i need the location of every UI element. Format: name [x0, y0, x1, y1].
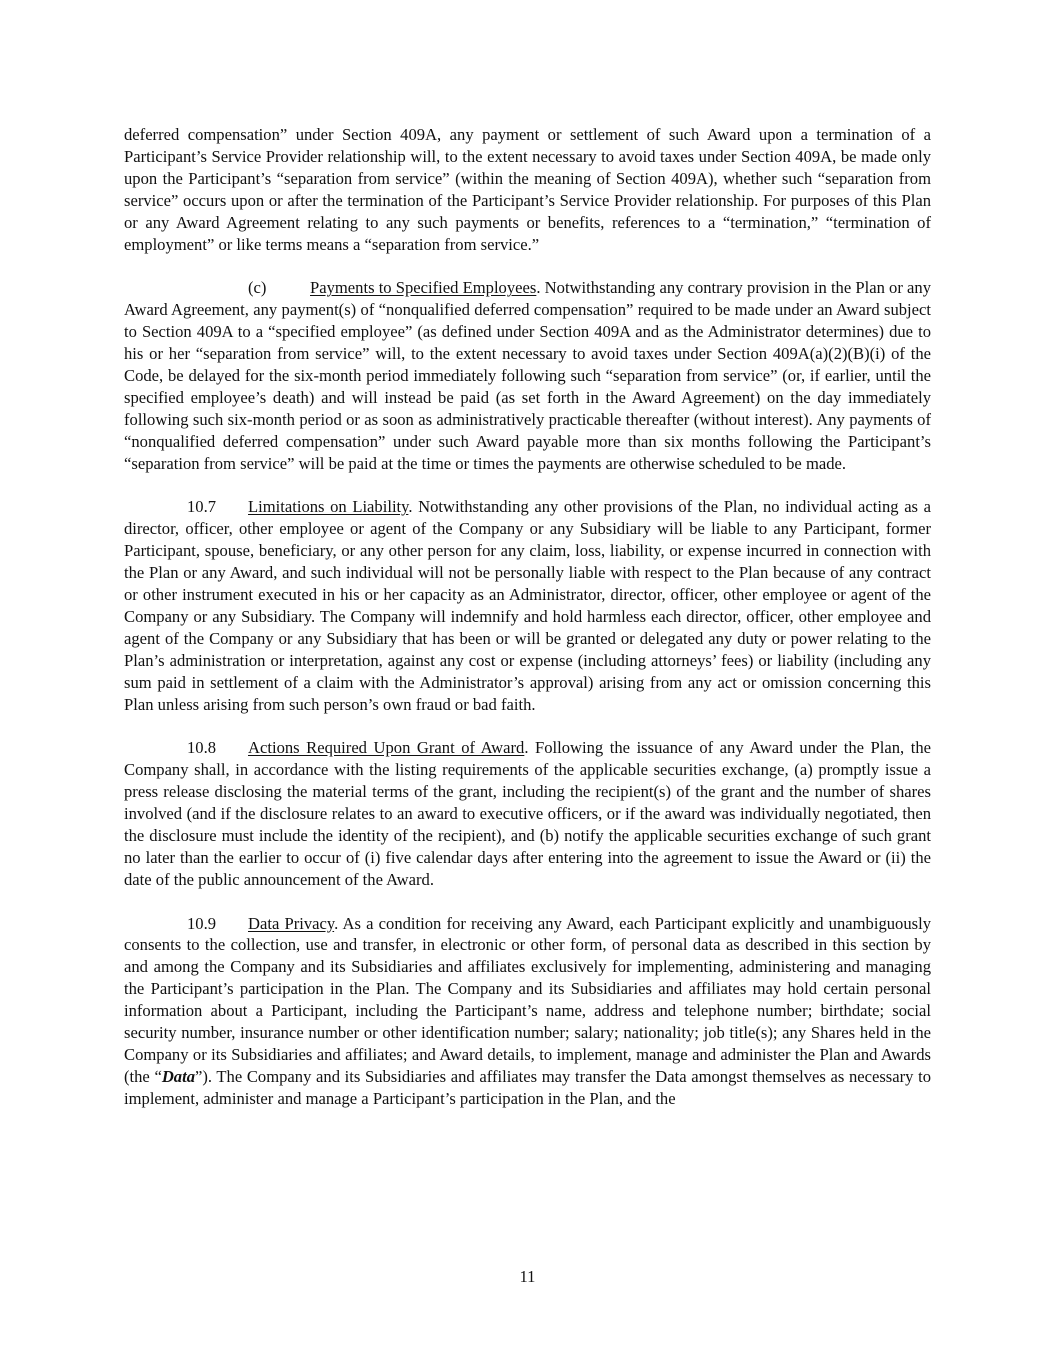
section-10-9-paragraph [124, 913, 931, 1110]
document-page [124, 124, 931, 1132]
section-10-7-body: . Notwithstanding any other provisions of the Plan, no individual acting as a director, officer, other employee or agent of the Company or any Subsidiary will be liable to any Participant, former Participant, spouse, beneficiary, or any other person for any claim, loss, liability, or expense incurred in connection with the Plan or any Award, and such individual will not be personally liable with respect to the Plan because of any contract or other instrument executed in his or her capacity as an Administrator, director, officer, other employee or agent of the Company or any Subsidiary. The Company will indemnify and hold harmless each director, officer, other employee and agent of the Company or any Subsidiary that has been or will be granted or delegated any duty or power relating to the Plan’s administration or interpretation, against any cost or expense (including attorneys’ fees) or liability (including any sum paid in settlement of a claim with the Administrator’s approval) arising from any act or omission concerning this Plan unless arising from such person’s own fraud or bad faith. [124, 497, 931, 714]
section-10-7-paragraph [124, 496, 931, 715]
page-number: 11 [519, 1267, 536, 1286]
section-c-heading: Payments to Specified Employees [310, 278, 537, 298]
section-10-8-paragraph [124, 737, 931, 890]
defined-term-data: Data [161, 1066, 196, 1086]
carryover-paragraph-text: deferred compensation” under Section 409A, any payment or settlement of such Award upon a termination of a Participant’s Service Provider relationship will, to the extent necessary to avoid taxes under Section 409A, be made only upon the Participant’s “separation from service” (within the meaning of Section 409A), whether such “separation from service” occurs upon or after the termination of the Participant’s Service Provider relationship. For purposes of this Plan or any Award Agreement relating to any such payments or benefits, references to a “termination,” “termination of employment” or like terms means a “separation from service.” [124, 125, 931, 254]
section-10-7-number: 10.7 [187, 497, 217, 517]
section-10-9-body-part1: . As a condition for receiving any Award, each Participant explicitly and unambiguously consents to the collection, use and transfer, in electronic or other form, of personal data as described in this section by and among the Company and its Subsidiaries and affiliates exclusively for implementing, administering and managing the Participant’s participation in the Plan. The Company and its Subsidiaries and affiliates may hold certain personal information about a Participant, including the Participant’s name, address and telephone number; birthdate; social security number, insurance number or other identification number; salary; nationality; job title(s); any Shares held in the Company or its Subsidiaries and affiliates; and Award details, to implement, manage and administer the Plan and Awards (the “ [124, 913, 931, 1086]
section-c-paragraph [124, 277, 931, 474]
section-10-9-body-part2: ”). The Company and its Subsidiaries and affiliates may transfer the Data amongst themselves as necessary to implement, administer and manage a Participant’s participation in the Plan, and the [124, 1066, 932, 1108]
section-10-7-heading: Limitations on Liability [248, 497, 409, 517]
section-10-9-number: 10.9 [187, 913, 217, 933]
section-c-body: . Notwithstanding any contrary provision in the Plan or any Award Agreement, any payment(s) of “nonqualified deferred compensation” required to be made under an Award subject to Section 409A to a “specified employee” (as defined under Section 409A and as the Administrator determines) due to his or her “separation from service” will, to the extent necessary to avoid taxes under Section 409A(a)(2)(B)(i) of the Code, be delayed for the six-month period immediately following such “separation from service” (or, if earlier, until the specified employee’s death) and will instead be paid (as set forth in the Award Agreement) on the day immediately following such six-month period or as soon as administratively practicable thereafter (without interest). Any payments of “nonqualified deferred compensation” under such Award payable more than six months following the Participant’s “separation from service” will be paid at the time or times the payments are otherwise scheduled to be made. [124, 278, 932, 473]
section-10-9-heading: Data Privacy [248, 913, 335, 933]
section-10-8-heading: Actions Required Upon Grant of Award [248, 738, 525, 758]
carryover-paragraph [124, 124, 931, 255]
section-c-number: (c) [248, 278, 267, 298]
section-10-8-number: 10.8 [187, 738, 217, 758]
section-10-8-body: . Following the issuance of any Award under the Plan, the Company shall, in accordance with the listing requirements of the applicable securities exchange, (a) promptly issue a press release disclosing the material terms of the grant, including the recipient(s) of the grant and the number of shares involved (and if the disclosure relates to an award to executive officers, or if the award was individually negotiated, then the disclosure must include the identity of the recipient), and (b) notify the applicable securities exchange of such grant no later than the earlier to occur of (i) five calendar days after entering into the agreement to issue the Award or (ii) the date of the public announcement of the Award. [124, 738, 931, 889]
